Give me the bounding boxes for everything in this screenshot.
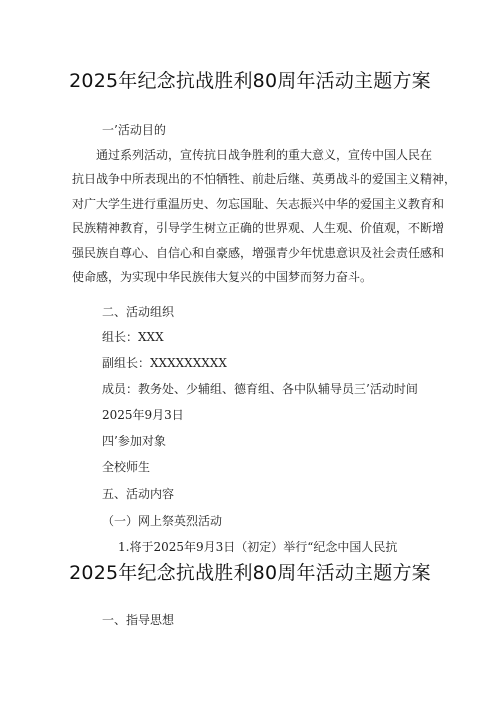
participants-line: 全校师生 bbox=[102, 460, 151, 474]
paragraph-line: 通过系列活动，宣传抗日战争胜利的重大意义，宣传中国人民在 bbox=[96, 148, 433, 162]
section-heading-content: 五、活动内容 bbox=[102, 487, 175, 501]
purpose-paragraph bbox=[72, 143, 457, 289]
section-heading-participants: 四’参加对象 bbox=[102, 434, 166, 448]
subsection-heading-online-tribute: （一）网上祭英烈活动 bbox=[102, 514, 223, 528]
paragraph-line: 民族精神教育，引导学生树立正确的世界观、人生观、价值观，不断增 bbox=[72, 221, 445, 236]
paragraph-line: 对广大学生进行重温历史、勿忘国耻、矢志振兴中华的爱国主义教育和 bbox=[72, 196, 445, 211]
leader-line: 组长：XXX bbox=[102, 330, 164, 344]
document-title-repeat: 2025年纪念抗战胜利80周年活动主题方案 bbox=[69, 562, 431, 584]
paragraph-line: 使命感，为实现中华民族伟大复兴的中国梦而努力奋斗。 bbox=[72, 270, 373, 285]
deputy-leader-line: 副组长：XXXXXXXXX bbox=[102, 356, 227, 370]
section-heading-organization: 二、活动组织 bbox=[102, 305, 175, 319]
paragraph-line: 强民族自尊心、自信心和自豪感，增强青少年忧患意识及社会责任感和 bbox=[72, 245, 445, 260]
document-title: 2025年纪念抗战胜利80周年活动主题方案 bbox=[69, 70, 431, 92]
item-1-line: 1.将于2025年9月3日（初定）举行“纪念中国人民抗 bbox=[118, 540, 398, 554]
section-heading-guiding-ideology: 一、指导思想 bbox=[102, 613, 175, 627]
section-heading-purpose: 一’活动目的 bbox=[102, 123, 166, 137]
activity-date-line: 2025年9月3日 bbox=[102, 408, 184, 422]
members-line: 成员：教务处、少辅组、德育组、各中队辅导员三’活动时间 bbox=[102, 382, 418, 396]
paragraph-line: 抗日战争中所表现出的不怕牺牲、前赴后继、英勇战斗的爱国主义精神， bbox=[72, 172, 457, 187]
